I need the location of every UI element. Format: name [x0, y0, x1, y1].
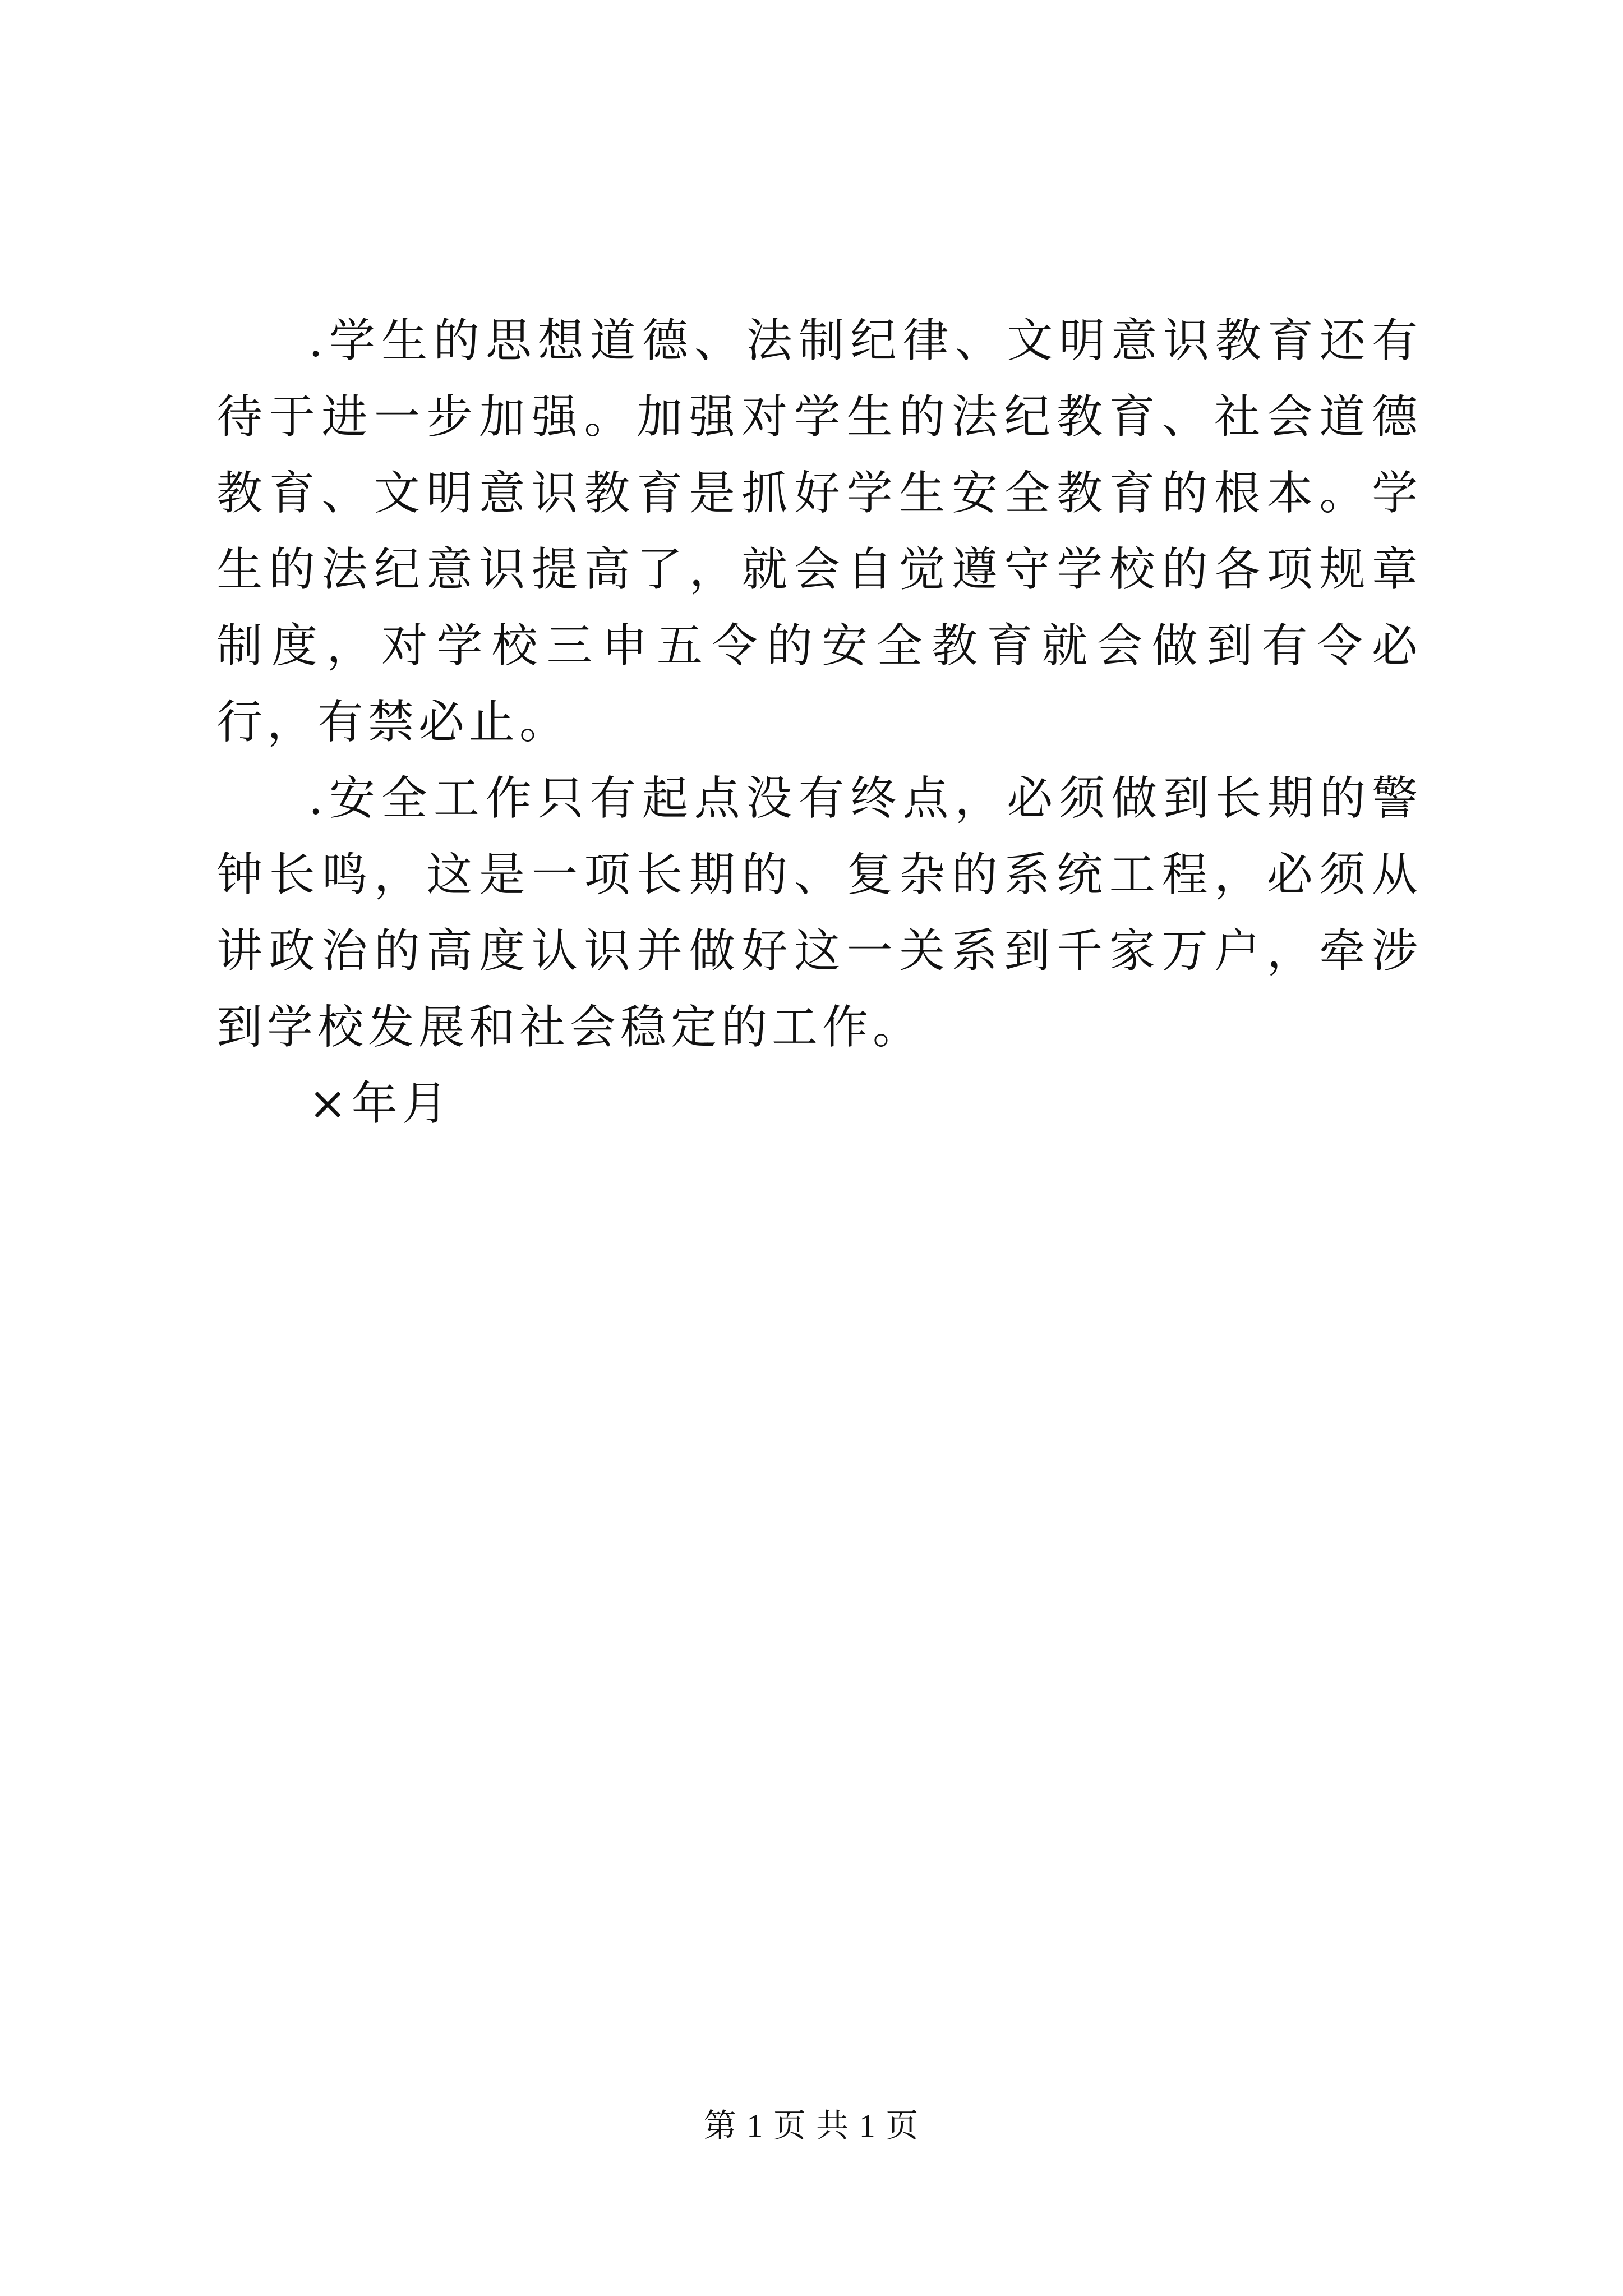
document-body [216, 303, 1422, 1142]
paragraph-safety-work: .安全工作只有起点没有终点，必须做到长期的警钟长鸣，这是一项长期的、复杂的系统工程，必须从讲政治的高度认识并做好这一关系到千家万户，牵涉到学校发展和社会稳定的工作。 [216, 772, 1422, 1054]
paragraph-student-education: .学生的思想道德、法制纪律、文明意识教育还有待于进一步加强。加强对学生的法纪教育、社会道德教育、文明意识教育是抓好学生安全教育的根本。学生的法纪意识提高了，就会自觉遵守学校的各项规章制度，对学校三申五令的安全教育就会做到有令必行，有禁必止。 [216, 314, 1422, 749]
page-footer: 第 1 页 共 1 页 [703, 2108, 920, 2144]
date-line: ×年月 [308, 1077, 453, 1130]
